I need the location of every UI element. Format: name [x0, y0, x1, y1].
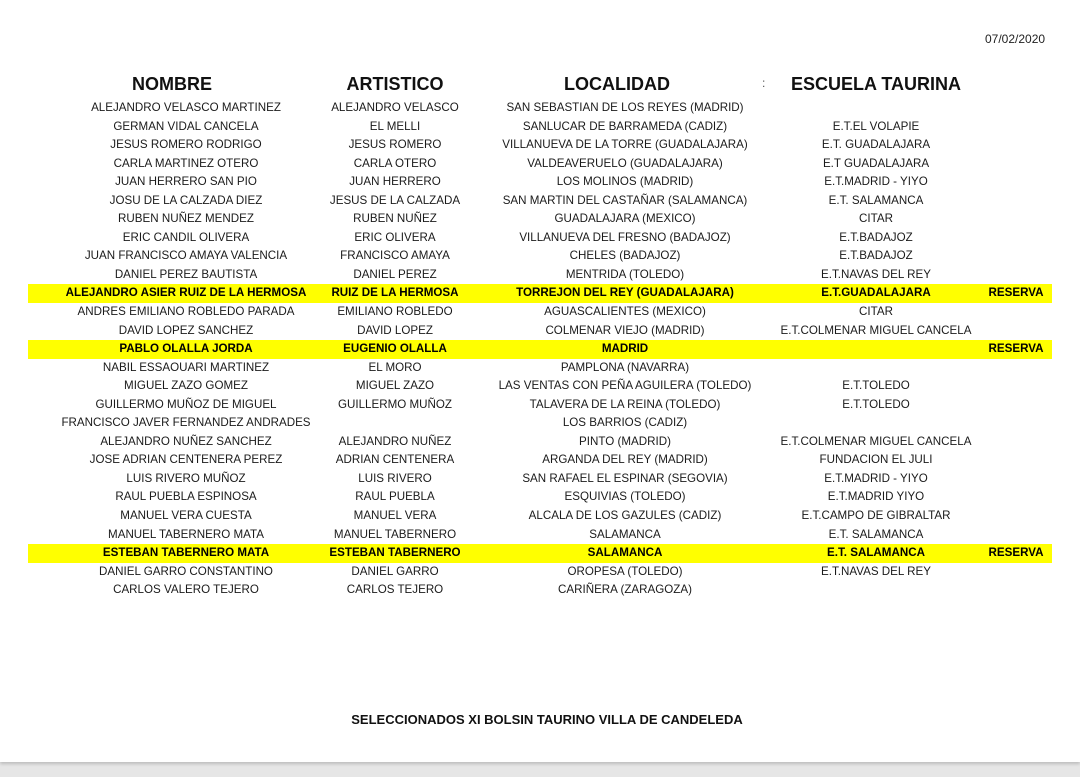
- cell-artistico: ERIC OLIVERA: [354, 230, 436, 244]
- cell-artistico: CARLOS TEJERO: [346, 583, 444, 597]
- header-localidad: LOCALIDAD: [564, 74, 670, 94]
- table-body: [0, 99, 1080, 600]
- cell-escuela: E.T.GUADALAJARA: [821, 286, 931, 300]
- table-row: [0, 507, 1080, 526]
- table-row: [0, 192, 1080, 211]
- cell-localidad: VILLANUEVA DE LA TORRE (GUADALAJARA): [502, 138, 748, 152]
- cell-escuela: E.T. SALAMANCA: [828, 193, 924, 207]
- table-row: [0, 563, 1080, 582]
- cell-artistico: ALEJANDRO NUÑEZ: [338, 434, 452, 448]
- cell-escuela: E.T.EL VOLAPIE: [832, 119, 920, 133]
- cell-nombre: ANDRES EMILIANO ROBLEDO PARADA: [77, 305, 295, 319]
- table-row: [0, 322, 1080, 341]
- cell-escuela: E.T.TOLEDO: [842, 397, 910, 411]
- cell-artistico: EL MORO: [368, 360, 422, 374]
- cell-nombre: JUAN FRANCISCO AMAYA VALENCIA: [84, 249, 288, 263]
- cell-escuela: E.T.TOLEDO: [842, 379, 910, 393]
- table-row: [0, 229, 1080, 248]
- table-row: [0, 433, 1080, 452]
- document-footer: SELECCIONADOS XI BOLSIN TAURINO VILLA DE CANDELEDA: [351, 712, 743, 727]
- cell-nombre: JUAN HERRERO SAN PIO: [115, 175, 257, 189]
- cell-localidad: ALCALA DE LOS GAZULES (CADIZ): [528, 509, 722, 523]
- cell-reserva: RESERVA: [988, 286, 1044, 300]
- cell-escuela: E.T.MADRID YIYO: [827, 490, 925, 504]
- cell-artistico: JUAN HERRERO: [349, 175, 441, 189]
- cell-localidad: GUADALAJARA (MEXICO): [554, 212, 696, 226]
- cell-localidad: CHELES (BADAJOZ): [569, 249, 681, 263]
- cell-artistico: CARLA OTERO: [353, 156, 437, 170]
- cell-artistico: GUILLERMO MUÑOZ: [337, 397, 452, 411]
- cell-artistico: LUIS RIVERO: [358, 471, 432, 485]
- cell-escuela: E.T.COLMENAR MIGUEL CANCELA: [780, 434, 972, 448]
- table-row: [0, 488, 1080, 507]
- cell-escuela: E.T.NAVAS DEL REY: [821, 267, 931, 281]
- header-artistico: ARTISTICO: [346, 74, 444, 94]
- cell-nombre: DAVID LOPEZ SANCHEZ: [118, 323, 254, 337]
- table-row: [0, 303, 1080, 322]
- cell-escuela: E.T.CAMPO DE GIBRALTAR: [801, 509, 951, 523]
- cell-artistico: MANUEL TABERNERO: [333, 527, 457, 541]
- cell-localidad: CARIÑERA (ZARAGOZA): [558, 583, 692, 597]
- cell-artistico: EUGENIO OLALLA: [343, 342, 447, 356]
- cell-localidad: TALAVERA DE LA REINA (TOLEDO): [529, 397, 721, 411]
- cell-localidad: SAN RAFAEL EL ESPINAR (SEGOVIA): [522, 471, 728, 485]
- cell-nombre: NABIL ESSAOUARI MARTINEZ: [102, 360, 270, 374]
- cell-artistico: RAUL PUEBLA: [355, 490, 435, 504]
- cell-reserva: RESERVA: [988, 546, 1044, 560]
- cell-localidad: SALAMANCA: [589, 527, 661, 541]
- table-row: [0, 247, 1080, 266]
- table-header: [0, 74, 1080, 96]
- cell-localidad: LOS BARRIOS (CADIZ): [562, 416, 688, 430]
- cell-escuela: E.T.COLMENAR MIGUEL CANCELA: [780, 323, 972, 337]
- table-row-highlighted: [28, 284, 1052, 303]
- cell-escuela: E.T.MADRID - YIYO: [824, 175, 928, 189]
- cell-nombre: LUIS RIVERO MUÑOZ: [126, 471, 246, 485]
- cell-artistico: EL MELLI: [369, 119, 421, 133]
- cell-localidad: SALAMANCA: [587, 546, 663, 560]
- cell-nombre: ALEJANDRO NUÑEZ SANCHEZ: [100, 434, 272, 448]
- table-row: [0, 581, 1080, 600]
- header-separator: :: [762, 76, 766, 90]
- table-row: [0, 470, 1080, 489]
- header-nombre: NOMBRE: [132, 74, 212, 94]
- cell-nombre: PABLO OLALLA JORDA: [119, 342, 253, 356]
- cell-nombre: ALEJANDRO VELASCO MARTINEZ: [91, 101, 281, 114]
- cell-artistico: RUBEN NUÑEZ: [353, 212, 437, 226]
- cell-artistico: DANIEL GARRO: [351, 564, 439, 578]
- table-row: [0, 377, 1080, 396]
- document-date: 07/02/2020: [985, 32, 1046, 46]
- cell-artistico: MIGUEL ZAZO: [355, 379, 435, 393]
- cell-escuela: E.T.BADAJOZ: [839, 230, 913, 244]
- cell-localidad: LOS MOLINOS (MADRID): [556, 175, 694, 189]
- cell-nombre: RUBEN NUÑEZ MENDEZ: [118, 212, 254, 226]
- cell-localidad: AGUASCALIENTES (MEXICO): [544, 305, 706, 319]
- cell-escuela: E.T.MADRID - YIYO: [824, 471, 928, 485]
- table-row: [0, 136, 1080, 155]
- table-row-highlighted: [28, 544, 1052, 563]
- cell-reserva: RESERVA: [988, 342, 1044, 356]
- table-row: [0, 118, 1080, 137]
- cell-artistico: JESUS ROMERO: [348, 138, 442, 152]
- cell-escuela: CITAR: [859, 212, 893, 226]
- cell-artistico: DAVID LOPEZ: [357, 323, 433, 337]
- cell-artistico: ADRIAN CENTENERA: [335, 453, 455, 467]
- cell-nombre: MANUEL TABERNERO MATA: [108, 527, 264, 541]
- cell-escuela: E.T.NAVAS DEL REY: [821, 564, 931, 578]
- cell-escuela: E.T.BADAJOZ: [839, 249, 913, 263]
- cell-nombre: ERIC CANDIL OLIVERA: [122, 230, 250, 244]
- cell-escuela: E.T. SALAMANCA: [828, 527, 924, 541]
- cell-localidad: ARGANDA DEL REY (MADRID): [542, 453, 708, 467]
- cell-localidad: PINTO (MADRID): [579, 434, 671, 448]
- cell-nombre: MIGUEL ZAZO GOMEZ: [124, 379, 248, 393]
- table-row: [0, 396, 1080, 415]
- cell-localidad: VALDEAVERUELO (GUADALAJARA): [527, 156, 723, 170]
- cell-localidad: OROPESA (TOLEDO): [567, 564, 683, 578]
- cell-escuela: E.T. GUADALAJARA: [821, 138, 931, 152]
- cell-nombre: GERMAN VIDAL CANCELA: [113, 119, 259, 133]
- table-row: [0, 266, 1080, 285]
- table-row: [0, 526, 1080, 545]
- cell-nombre: JESUS ROMERO RODRIGO: [110, 138, 262, 152]
- cell-localidad: LAS VENTAS CON PEÑA AGUILERA (TOLEDO): [498, 379, 752, 393]
- cell-nombre: MANUEL VERA CUESTA: [120, 509, 252, 523]
- cell-artistico: ALEJANDRO VELASCO: [331, 101, 459, 114]
- table-row-highlighted: [28, 340, 1052, 359]
- table-row: [0, 173, 1080, 192]
- cell-nombre: CARLOS VALERO TEJERO: [113, 583, 259, 597]
- cell-localidad: ESQUIVIAS (TOLEDO): [564, 490, 686, 504]
- cell-nombre: FRANCISCO JAVER FERNANDEZ ANDRADES: [61, 416, 311, 430]
- cell-escuela: CITAR: [859, 305, 893, 319]
- cell-artistico: RUIZ DE LA HERMOSA: [331, 286, 459, 300]
- cell-localidad: VILLANUEVA DEL FRESNO (BADAJOZ): [519, 230, 731, 244]
- table-row: [0, 99, 1080, 118]
- cell-nombre: JOSU DE LA CALZADA DIEZ: [109, 193, 263, 207]
- cell-artistico: JESUS DE LA CALZADA: [329, 193, 461, 207]
- cell-localidad: COLMENAR VIEJO (MADRID): [545, 323, 705, 337]
- header-escuela: ESCUELA TAURINA: [791, 74, 961, 94]
- cell-artistico: DANIEL PEREZ: [353, 267, 437, 281]
- cell-nombre: DANIEL PEREZ BAUTISTA: [114, 267, 258, 281]
- cell-localidad: PAMPLONA (NAVARRA): [560, 360, 690, 374]
- cell-artistico: EMILIANO ROBLEDO: [337, 305, 453, 319]
- cell-localidad: SAN SEBASTIAN DE LOS REYES (MADRID): [506, 101, 744, 114]
- table-row: [0, 155, 1080, 174]
- cell-nombre: ESTEBAN TABERNERO MATA: [102, 546, 270, 560]
- cell-nombre: DANIEL GARRO CONSTANTINO: [99, 564, 273, 578]
- cell-escuela: E.T GUADALAJARA: [822, 156, 930, 170]
- cell-artistico: FRANCISCO AMAYA: [340, 249, 450, 263]
- cell-localidad: MADRID: [601, 342, 649, 356]
- cell-escuela: FUNDACION EL JULI: [819, 453, 933, 467]
- table-row: [0, 210, 1080, 229]
- cell-escuela: E.T. SALAMANCA: [827, 546, 925, 560]
- cell-artistico: ESTEBAN TABERNERO: [329, 546, 461, 560]
- cell-nombre: CARLA MARTINEZ OTERO: [113, 156, 259, 170]
- cell-localidad: TORREJON DEL REY (GUADALAJARA): [516, 286, 734, 300]
- table-row: [0, 414, 1080, 433]
- cell-nombre: RAUL PUEBLA ESPINOSA: [115, 490, 257, 504]
- cell-nombre: ALEJANDRO ASIER RUIZ DE LA HERMOSA: [65, 286, 307, 300]
- cell-nombre: GUILLERMO MUÑOZ DE MIGUEL: [95, 397, 277, 411]
- cell-artistico: MANUEL VERA: [353, 509, 437, 523]
- cell-localidad: SAN MARTIN DEL CASTAÑAR (SALAMANCA): [502, 193, 748, 207]
- cell-localidad: SANLUCAR DE BARRAMEDA (CADIZ): [522, 119, 728, 133]
- cell-localidad: MENTRIDA (TOLEDO): [565, 267, 685, 281]
- table-row: [0, 359, 1080, 378]
- table-row: [0, 451, 1080, 470]
- cell-nombre: JOSE ADRIAN CENTENERA PEREZ: [89, 453, 283, 467]
